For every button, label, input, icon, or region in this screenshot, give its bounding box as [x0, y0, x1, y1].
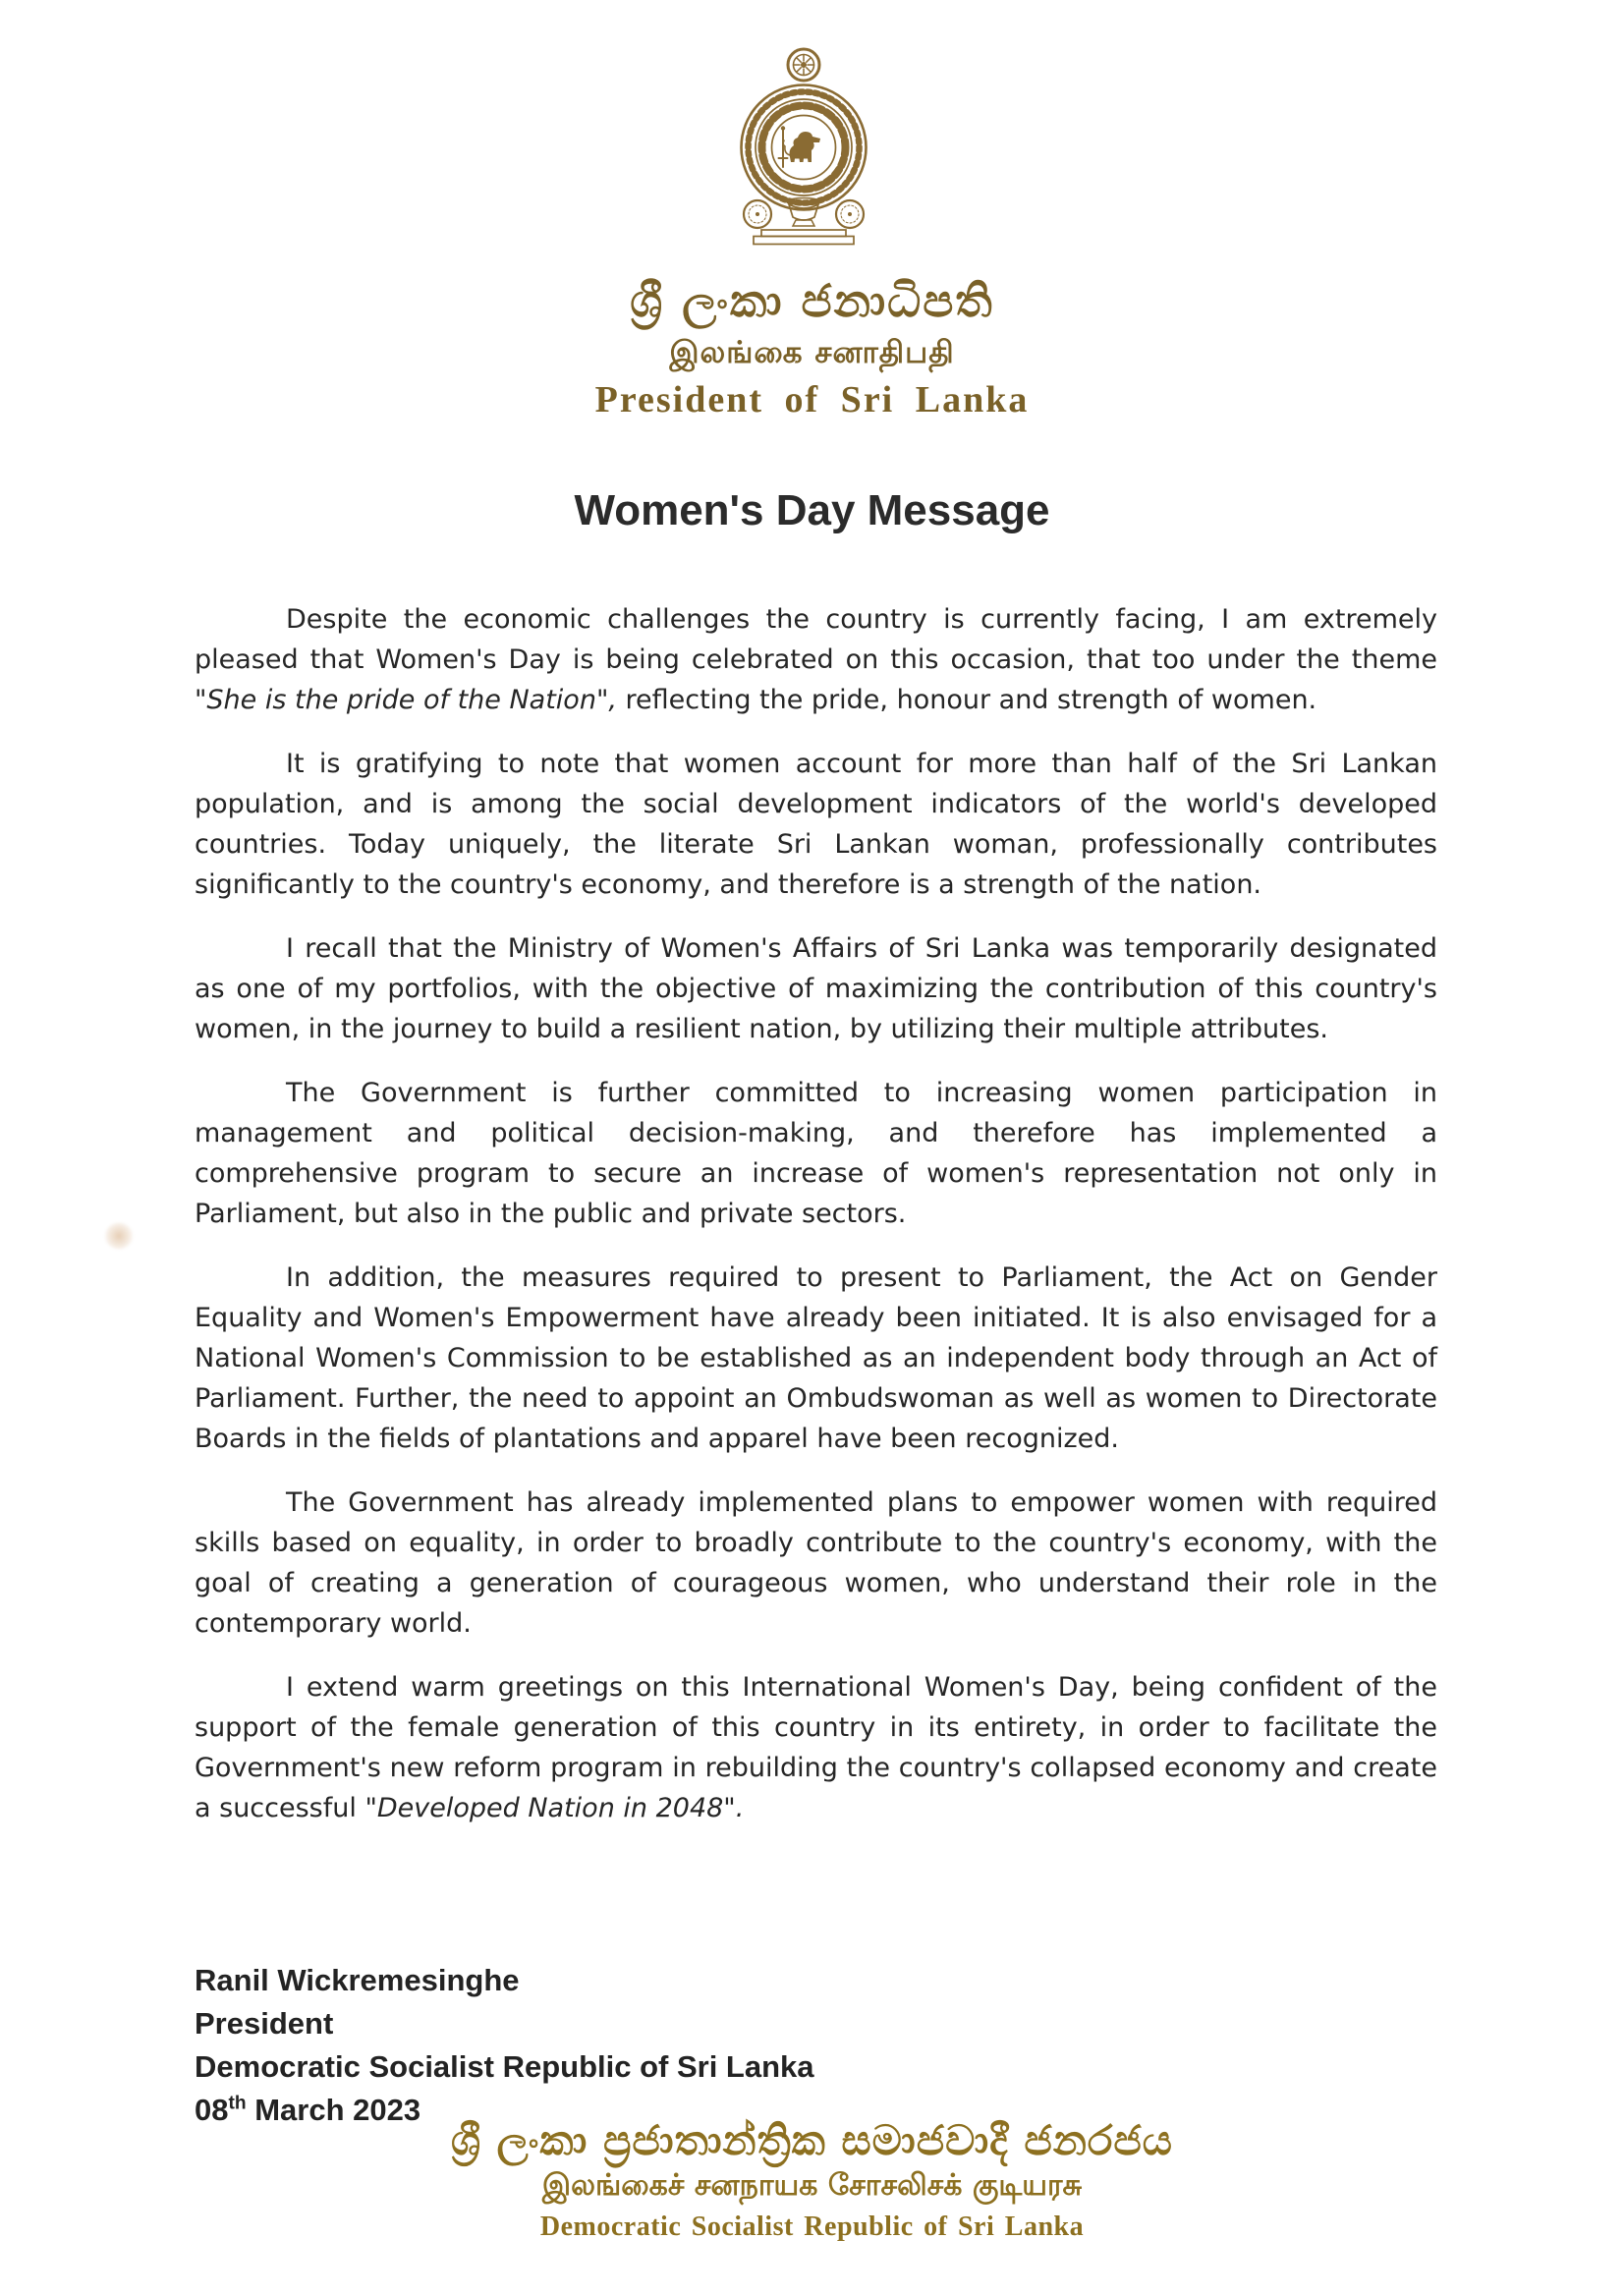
footer-english: Democratic Socialist Republic of Sri Lanka [539, 2211, 1085, 2242]
sun-icon [744, 200, 771, 228]
paragraph-text: The Government is further committed to increasing women participation in management and political decision-making, and therefore has implemented a comprehensive program to secure an increase of women's representation not only in Parliament, but also in the public and private sectors. [195, 1078, 1437, 1229]
paragraph-text: The Government has already implemented plans to empower women with required skills based on equality, in order to broadly contribute to the country's economy, with the goal of creating a generation of courageous women, who understand their role in the contemporary world. [195, 1487, 1437, 1639]
letterhead-english: President of Sri Lanka [594, 379, 1030, 420]
paragraph [195, 1667, 1437, 1828]
footer-sinhala: ශ්‍රී ලංකා ප්‍රජාතාන්ත්‍රික සමාජවාදී ජනරජය [451, 2116, 1173, 2164]
paragraph [195, 1483, 1437, 1644]
paragraph [195, 1073, 1437, 1234]
paragraph-text: Despite the economic challenges the country is currently facing, I am extremely pleased that Women's Day is being celebrated on this occasion, that too under the theme [195, 604, 1437, 675]
paragraph [195, 744, 1437, 905]
signatory-name: Ranil Wickremesinghe [195, 1963, 520, 1997]
page-footer [0, 2118, 1624, 2243]
paragraph [195, 599, 1437, 720]
date-day: 08 [195, 2093, 229, 2127]
lion-with-sword-icon [779, 126, 821, 167]
letter-body [195, 599, 1437, 1852]
signature-block [195, 1959, 814, 2132]
signatory-title: President [195, 2006, 334, 2041]
paragraph-text: In addition, the measures required to present to Parliament, the Act on Gender Equality and Women's Empowerment have already been initiated. It is also envisaged for a National Women's Commission to be established as an independent body through an Act of Parliament. Further, the need to appoint an Ombudswoman as well as women to Directorate Boards in the fields of plantations and apparel have been recognized. [195, 1262, 1437, 1454]
italic-quote: "Developed Nation in 2048". [364, 1793, 745, 1823]
scan-stain-artifact [104, 1222, 134, 1250]
paragraph-text: reflecting the pride, honour and strength of women. [616, 685, 1317, 715]
letterhead-tamil: இலங்கை சனாதிபதி [669, 335, 955, 370]
italic-quote: "She is the pride of the Nation", [195, 685, 617, 715]
date-rest: March 2023 [246, 2093, 421, 2127]
footer-tamil: இலங்கைச் சனநாயக சோசலிசக் குடியரசு [541, 2168, 1083, 2203]
moon-icon [836, 200, 864, 228]
letterhead-sinhala: ශ්‍රී ලංකා ජනාධිපති [630, 274, 994, 327]
signatory-country: Democratic Socialist Republic of Sri Lanka [195, 2049, 814, 2084]
date-ordinal: th [228, 2093, 247, 2114]
paragraph-text: I extend warm greetings on this International Women's Day, being confident of the support of the female generation of this country in its entirety, in order to facilitate the Government's new reform program in rebuilding the country's collapsed economy and create a successful [195, 1672, 1437, 1823]
sri-lanka-emblem-icon [732, 41, 875, 252]
dharmachakra-icon [788, 49, 819, 81]
letterhead [0, 275, 1624, 420]
paragraph-text: I recall that the Ministry of Women's Affairs of Sri Lanka was temporarily designated as one of my portfolios, with the objective of maximizing the contribution of this country's women, in the journey to build a resilient nation, by utilizing their multiple attributes. [195, 933, 1437, 1044]
paragraph [195, 1258, 1437, 1459]
paragraph [195, 928, 1437, 1049]
document-title: Women's Day Message [574, 486, 1050, 534]
paragraph-text: It is gratifying to note that women account for more than half of the Sri Lankan population, and is among the social development indicators of the world's developed countries. Today uniquely, the literate Sri Lankan woman, professionally contributes significantly to the country's economy, and therefore is a strength of the nation. [195, 749, 1437, 900]
